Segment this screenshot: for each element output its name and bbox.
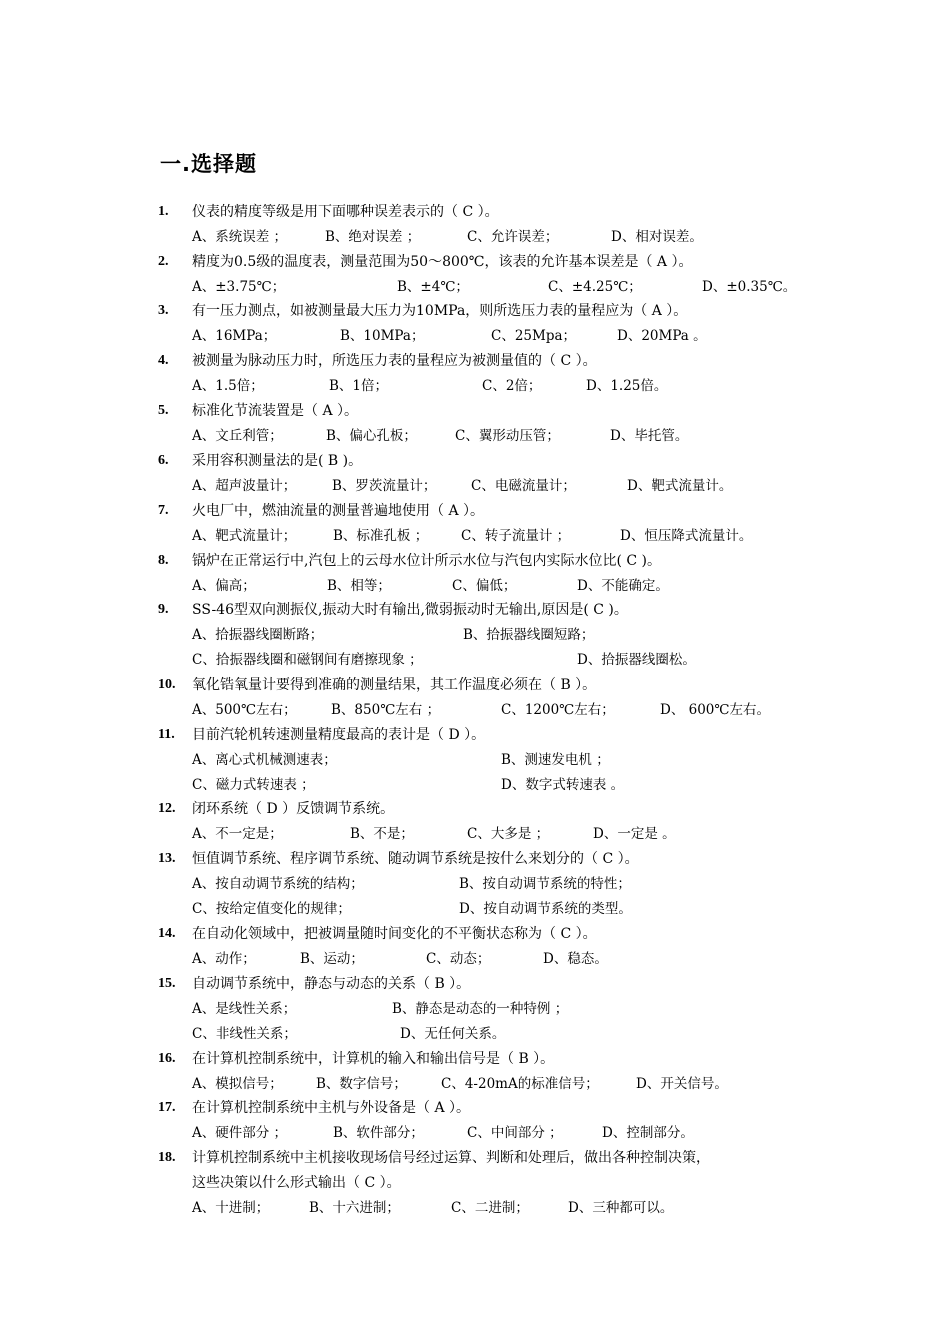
question-number: 10. xyxy=(158,677,176,692)
question-stem: 精度为0.5级的温度表，测量范围为50～800℃，该表的允许基本误差是（ A ）。 xyxy=(192,254,693,270)
answer-option: D、稳态。 xyxy=(543,951,608,967)
question-stem: 在计算机控制系统中，计算机的输入和输出信号是（ B ）。 xyxy=(192,1051,555,1067)
question-item xyxy=(0,250,950,274)
question-item xyxy=(0,349,950,373)
answer-option: B、测速发电机 ； xyxy=(501,752,610,768)
answer-option: C、转子流量计 ； xyxy=(461,528,571,544)
answer-option: A、硬件部分 ； xyxy=(192,1125,288,1141)
answer-option: C、电磁流量计； xyxy=(471,478,576,494)
answer-option: C、1200℃左右； xyxy=(501,702,615,718)
question-number: 16. xyxy=(158,1051,176,1066)
answer-option: A、文丘利管； xyxy=(192,428,283,444)
answer-option: D、控制部分。 xyxy=(602,1125,694,1141)
question-number: 17. xyxy=(158,1100,176,1115)
answer-option: A、16MPa； xyxy=(192,328,277,344)
answer-option: C、大多是 ； xyxy=(467,826,550,842)
question-item xyxy=(0,499,950,523)
answer-option: D、 600℃左右。 xyxy=(660,702,770,718)
question-number: 6. xyxy=(158,453,169,468)
answer-option: A、不一定是； xyxy=(192,826,283,842)
question-item xyxy=(0,797,950,821)
answer-option: D、毕托管。 xyxy=(610,428,689,444)
answer-option: C、4-20mA的标准信号； xyxy=(441,1076,599,1092)
answer-option: B、850℃左右 ； xyxy=(331,702,441,718)
answer-option: B、软件部分； xyxy=(333,1125,424,1141)
answer-option: D、数字式转速表 。 xyxy=(501,777,625,793)
answer-option: C、±4.25℃； xyxy=(548,279,642,295)
question-item xyxy=(0,549,950,573)
answer-option: B、绝对误差 ； xyxy=(325,229,421,245)
question-number: 13. xyxy=(158,851,176,866)
question-item xyxy=(0,723,950,747)
answer-option: B、相等； xyxy=(327,578,391,594)
answer-option: B、按自动调节系统的特性； xyxy=(459,876,631,892)
question-number: 1. xyxy=(158,204,169,219)
answer-option: A、偏高； xyxy=(192,578,256,594)
question-stem: 恒值调节系统、程序调节系统、随动调节系统是按什么来划分的（ C ）。 xyxy=(192,851,639,867)
question-stem: 闭环系统（ D ）反馈调节系统。 xyxy=(192,801,395,817)
answer-option: B、±4℃； xyxy=(397,279,469,295)
answer-option: B、标准孔板 ； xyxy=(333,528,429,544)
answer-option: B、十六进制； xyxy=(309,1200,400,1216)
question-stem: 标准化节流装置是（ A ）。 xyxy=(192,403,359,419)
answer-option: D、无任何关系。 xyxy=(400,1026,506,1042)
answer-option: B、10MPa； xyxy=(340,328,425,344)
answer-option: D、±0.35℃。 xyxy=(702,279,797,295)
question-stem: 有一压力测点，如被测量最大压力为10MPa，则所选压力表的量程应为（ A ）。 xyxy=(192,303,688,319)
question-number: 11. xyxy=(158,727,175,742)
answer-option: C、动态； xyxy=(426,951,491,967)
question-item xyxy=(0,200,950,224)
question-number: 5. xyxy=(158,403,169,418)
question-stem: 氧化锆氧量计要得到准确的测量结果，其工作温度必须在（ B ）。 xyxy=(192,677,597,693)
answer-option: D、相对误差。 xyxy=(611,229,703,245)
answer-option: C、非线性关系； xyxy=(192,1026,297,1042)
answer-option: C、翼形动压管； xyxy=(455,428,560,444)
answer-option: D、开关信号。 xyxy=(636,1076,728,1092)
question-number: 8. xyxy=(158,553,169,568)
answer-option: C、按给定值变化的规律； xyxy=(192,901,351,917)
question-stem: 仪表的精度等级是用下面哪种误差表示的（ C ）。 xyxy=(192,204,499,220)
question-stem: 锅炉在正常运行中,汽包上的云母水位计所示水位与汽包内实际水位比( C )。 xyxy=(192,553,661,569)
answer-option: A、1.5倍； xyxy=(192,378,264,394)
answer-option: A、十进制； xyxy=(192,1200,270,1216)
answer-option: D、一定是 。 xyxy=(593,826,676,842)
question-item xyxy=(0,972,950,996)
answer-option: C、允许误差； xyxy=(467,229,559,245)
question-stem: 自动调节系统中，静态与动态的关系（ B ）。 xyxy=(192,976,471,992)
answer-option: C、中间部分 ； xyxy=(467,1125,563,1141)
question-stem: 目前汽轮机转速测量精度最高的表计是（ D ）。 xyxy=(192,727,486,743)
question-item xyxy=(0,449,950,473)
question-item xyxy=(0,1146,950,1170)
answer-option: D、恒压降式流量计。 xyxy=(620,528,753,544)
answer-option: D、1.25倍。 xyxy=(586,378,668,394)
question-stem: 计算机控制系统中主机接收现场信号经过运算、判断和处理后，做出各种控制决策， xyxy=(192,1150,710,1166)
question-item xyxy=(0,673,950,697)
question-stem: 在计算机控制系统中主机与外设备是（ A ）。 xyxy=(192,1100,471,1116)
question-stem-continued: 这些决策以什么形式输出（ C ）。 xyxy=(192,1175,401,1191)
answer-option: B、1倍； xyxy=(329,378,389,394)
answer-option: D、靶式流量计。 xyxy=(627,478,733,494)
answer-option: B、拾振器线圈短路； xyxy=(463,627,595,643)
answer-option: B、数字信号； xyxy=(316,1076,407,1092)
answer-option: C、二进制； xyxy=(451,1200,529,1216)
question-number: 7. xyxy=(158,503,169,518)
question-number: 4. xyxy=(158,353,169,368)
answer-option: A、是线性关系； xyxy=(192,1001,297,1017)
question-stem: 被测量为脉动压力时，所选压力表的量程应为被测量值的（ C ）。 xyxy=(192,353,597,369)
answer-option: D、拾振器线圈松。 xyxy=(577,652,696,668)
answer-option: A、±3.75℃； xyxy=(192,279,286,295)
answer-option: C、偏低； xyxy=(452,578,517,594)
answer-option: D、不能确定。 xyxy=(577,578,669,594)
question-number: 2. xyxy=(158,254,169,269)
question-item xyxy=(0,1096,950,1120)
answer-option: B、不是； xyxy=(350,826,414,842)
question-item xyxy=(0,922,950,946)
question-number: 12. xyxy=(158,801,176,816)
answer-option: C、25Mpa； xyxy=(491,328,577,344)
question-number: 14. xyxy=(158,926,176,941)
question-number: 18. xyxy=(158,1150,176,1165)
answer-option: A、超声波量计； xyxy=(192,478,297,494)
answer-option: C、拾振器线圈和磁钢间有磨擦现象 ； xyxy=(192,652,423,668)
question-stem: SS-46型双向测振仪,振动大时有输出,微弱振动时无输出,原因是( C )。 xyxy=(192,602,628,618)
question-stem: 在自动化领域中，把被调量随时间变化的不平衡状态称为（ C ）。 xyxy=(192,926,597,942)
question-item xyxy=(0,299,950,323)
question-number: 15. xyxy=(158,976,176,991)
answer-option: A、500℃左右； xyxy=(192,702,297,718)
section-title: 一.选择题 xyxy=(160,152,257,176)
question-number: 3. xyxy=(158,303,169,318)
answer-option: B、罗茨流量计； xyxy=(332,478,437,494)
question-item xyxy=(0,399,950,423)
answer-option: D、按自动调节系统的类型。 xyxy=(459,901,632,917)
answer-option: C、2倍； xyxy=(482,378,542,394)
answer-option: B、静态是动态的一种特例 ； xyxy=(392,1001,569,1017)
answer-option: A、拾振器线圈断路； xyxy=(192,627,324,643)
answer-option: A、离心式机械测速表； xyxy=(192,752,337,768)
answer-option: A、系统误差 ； xyxy=(192,229,288,245)
question-item xyxy=(0,1047,950,1071)
answer-option: D、20MPa 。 xyxy=(617,328,707,344)
question-stem: 采用容积测量法的是( B )。 xyxy=(192,453,363,469)
question-item xyxy=(0,598,950,622)
answer-option: D、三种都可以。 xyxy=(568,1200,674,1216)
answer-option: A、靶式流量计； xyxy=(192,528,297,544)
question-number: 9. xyxy=(158,602,169,617)
question-item xyxy=(0,847,950,871)
question-stem: 火电厂中，燃油流量的测量普遍地使用（ A ）。 xyxy=(192,503,485,519)
answer-option: A、动作； xyxy=(192,951,256,967)
answer-option: C、磁力式转速表 ； xyxy=(192,777,315,793)
answer-option: B、运动； xyxy=(300,951,364,967)
answer-option: A、按自动调节系统的结构； xyxy=(192,876,364,892)
answer-option: A、模拟信号； xyxy=(192,1076,283,1092)
answer-option: B、偏心孔板； xyxy=(326,428,417,444)
